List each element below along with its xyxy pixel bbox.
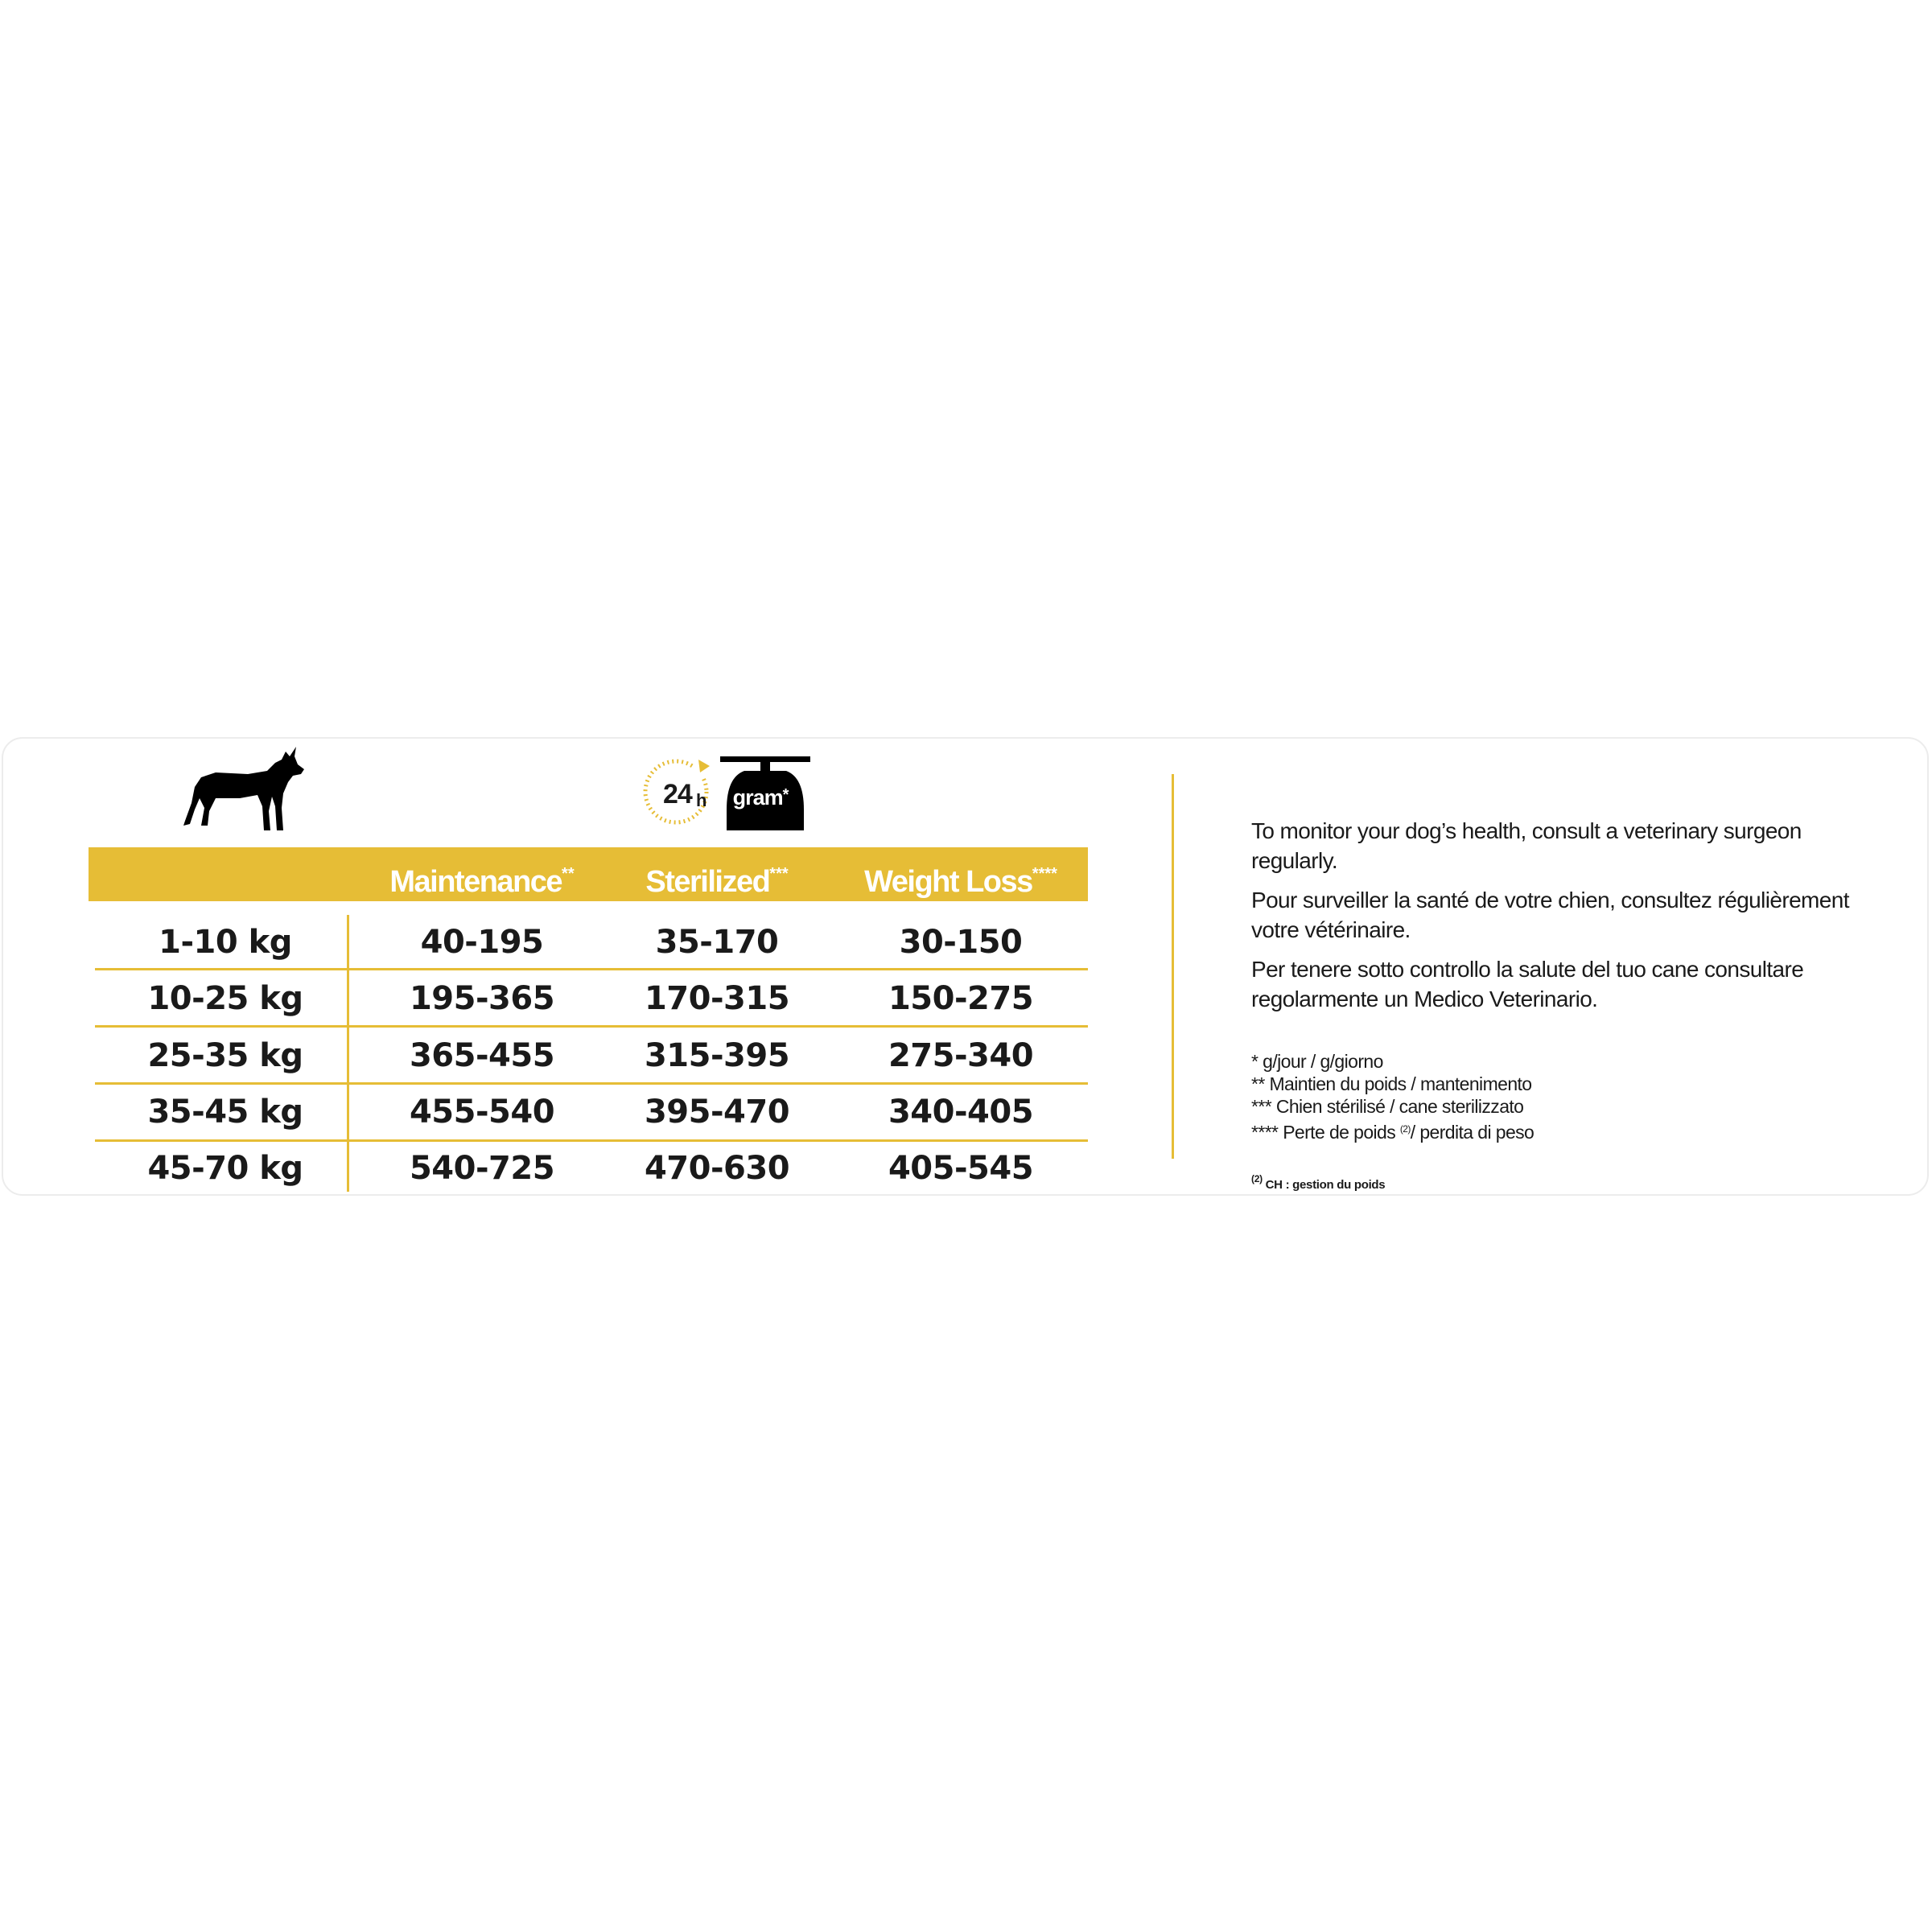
weight-loss-cell: 405-545	[888, 1150, 1034, 1187]
footnote-unit: * g/jour / g/giorno	[1251, 1051, 1383, 1072]
maintenance-cell: 195-365	[409, 980, 555, 1017]
weight-cell: 10-25 kg	[147, 980, 303, 1017]
sterilized-cell: 170-315	[644, 980, 790, 1017]
weight-loss-cell: 340-405	[888, 1094, 1034, 1131]
note-english: To monitor your dog’s health, consult a veterinary surgeon regularly.	[1251, 818, 1802, 873]
dog-silhouette-icon	[183, 747, 304, 834]
maintenance-cell: 455-540	[409, 1094, 555, 1131]
scale-gram-label: gram*	[732, 785, 789, 809]
footnote-weight-loss: **** Perte de poids $^{(2)}$/ perdita di peso	[1251, 1122, 1534, 1143]
daily-label-suffix: h	[696, 790, 707, 810]
section-divider	[1172, 774, 1174, 1159]
header-sterilized: Sterilized***	[645, 865, 789, 899]
weight-loss-cell: 150-275	[888, 980, 1034, 1017]
daily-label-main: 24	[663, 779, 692, 809]
maintenance-cell: 540-725	[409, 1150, 555, 1187]
sterilized-cell: 395-470	[644, 1094, 790, 1131]
note-italian: Per tenere sotto controllo la salute del tuo cane consultare regolarmente un Medico Veterinario.	[1251, 957, 1804, 1011]
header-weight-loss: Weight Loss****	[864, 865, 1057, 899]
maintenance-cell: 365-455	[409, 1037, 555, 1074]
weight-cell: 25-35 kg	[147, 1037, 303, 1074]
sterilized-cell: 315-395	[644, 1037, 790, 1074]
weight-loss-cell: 275-340	[888, 1037, 1034, 1074]
weight-cell: 45-70 kg	[147, 1150, 303, 1187]
sterilized-cell: 470-630	[644, 1150, 790, 1187]
maintenance-cell: 40-195	[420, 924, 544, 961]
weight-cell: 35-45 kg	[147, 1094, 303, 1131]
weight-loss-cell: 30-150	[899, 924, 1023, 961]
header-maintenance: Maintenance**	[389, 865, 575, 899]
footnote-sterilized: *** Chien stérilisé / cane sterilizzato	[1251, 1096, 1524, 1117]
footnote-ch: $^{(2)}$ CH : gestion du poids	[1251, 1173, 1386, 1192]
sterilized-cell: 35-170	[655, 924, 779, 961]
24h-clock-icon	[637, 745, 710, 834]
footnote-maintenance: ** Maintien du poids / mantenimento	[1251, 1073, 1532, 1094]
note-french: Pour surveiller la santé de votre chien, consultez régulièrement votre vétérinaire.	[1251, 888, 1849, 942]
weight-cell: 1-10 kg	[159, 924, 292, 961]
